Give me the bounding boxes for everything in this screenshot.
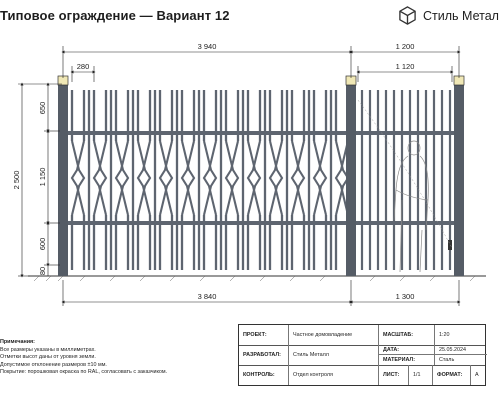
note-line: Все размеры указаны в миллиметрах. <box>0 346 96 353</box>
control-label: КОНТРОЛЬ: <box>239 365 289 385</box>
format-label: ФОРМАТ: <box>433 365 471 385</box>
top-rail-fence <box>62 131 350 135</box>
person-silhouette <box>394 141 428 272</box>
project-value: Частное домовладение <box>289 325 379 345</box>
title-block-row <box>239 325 485 346</box>
dim-seg-top: 650 <box>38 101 47 115</box>
post-left <box>58 84 68 276</box>
notes-heading: Примечания: <box>0 339 35 345</box>
post-middle <box>346 84 356 276</box>
dim-bottom-right: 1 300 <box>395 292 415 301</box>
dim-top-left: 3 940 <box>197 42 217 51</box>
date-value: 25.05.2024 <box>435 345 487 355</box>
dim-gate-inner: 1 120 <box>395 62 415 71</box>
title-block-row <box>239 365 485 385</box>
note-line: Отметки высот даны от уровня земли. <box>0 354 96 361</box>
dim-picket-pitch: 280 <box>76 62 90 71</box>
top-rail-gate <box>352 131 458 135</box>
control-value: Отдел контроля <box>289 365 379 385</box>
brand-name: Стиль Метал <box>423 8 499 23</box>
format-value: A <box>475 372 479 378</box>
dim-seg-mid: 1 150 <box>38 167 47 187</box>
scale-label: МАСШТАБ: <box>379 325 435 345</box>
sheet-value: 1/1 <box>409 365 433 385</box>
title-block-row <box>239 345 485 366</box>
material-value: Сталь <box>439 357 455 363</box>
date-label: ДАТА: <box>379 345 435 355</box>
bottom-rail-gate <box>352 221 458 225</box>
notes-block <box>0 339 167 377</box>
scale-value: 1:20 <box>439 332 450 338</box>
project-label: ПРОЕКТ: <box>239 325 289 345</box>
dim-top-right: 1 200 <box>395 42 415 51</box>
fence-pickets <box>72 90 450 270</box>
sheet-label: ЛИСТ: <box>379 365 409 385</box>
dim-bottom-left: 3 840 <box>197 292 217 301</box>
note-line: Допустимое отклонение размеров ±10 мм. <box>0 361 107 368</box>
date-material-group <box>379 345 487 365</box>
dim-total-height: 2 500 <box>12 170 21 190</box>
dim-seg-ground: 80 <box>38 266 47 276</box>
note-line: Покрытие: порошковая окраска по RAL, согласовать с заказчиком. <box>0 369 168 376</box>
ground-hatch <box>34 276 475 281</box>
material-label: МАТЕРИАЛ: <box>379 355 435 365</box>
bottom-rail-fence <box>62 221 350 225</box>
dim-seg-low: 600 <box>38 237 47 251</box>
developed-label: РАЗРАБОТАЛ: <box>239 345 289 365</box>
post-right <box>454 84 464 276</box>
gate-swing-line <box>358 100 452 248</box>
title-block <box>238 324 486 386</box>
drawing-title: Типовое ограждение — Вариант 12 <box>0 8 230 23</box>
developed-value: Стиль Металл <box>289 345 379 365</box>
